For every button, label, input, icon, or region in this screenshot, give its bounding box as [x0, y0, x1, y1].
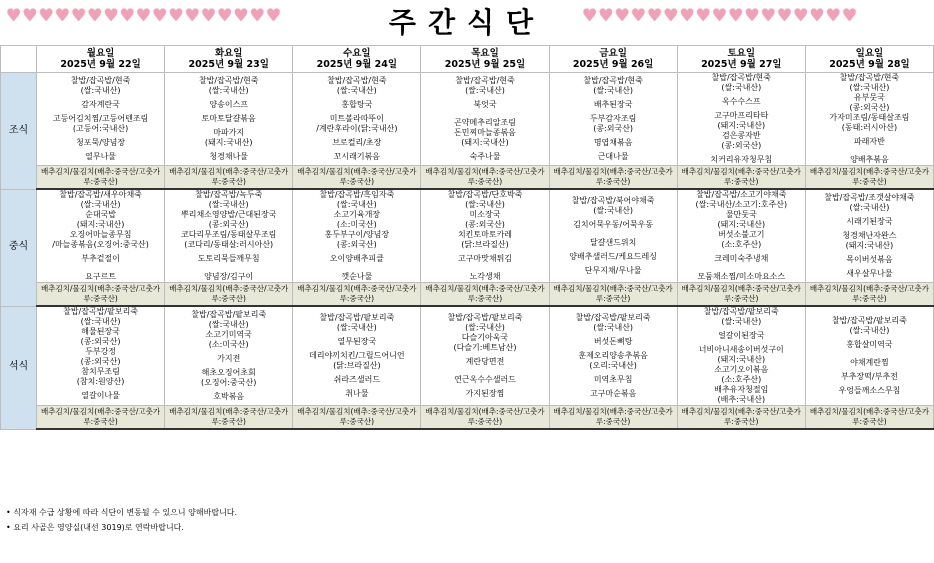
menu-item: (쌀:국내산) [80, 200, 121, 209]
menu-item: 돈민찌마늘종볶음 [454, 128, 516, 137]
kimchi-origin: (배추:중국산/고춧가루:중국산) [83, 284, 161, 303]
menu-item: 미트볼라따뚜이 [329, 114, 384, 123]
menu-item: (쌀:국내산) [336, 323, 377, 332]
menu-item: 청포묵/양념장 [76, 138, 126, 147]
kimchi-cell [293, 283, 421, 307]
menu-item: (콩:외국산) [336, 240, 377, 249]
kimchi-item: 배추김치/물김치 [681, 407, 735, 417]
kimchi-cell [805, 283, 933, 307]
menu-item: 순대국밥 [85, 210, 117, 219]
menu-item: 열갈이나물 [81, 391, 120, 400]
menu-cell [677, 306, 805, 406]
kimchi-row [1, 406, 934, 430]
kimchi-item: 배추김치/물김치 [809, 284, 864, 294]
menu-item: 찰밥/잡곡밥/현죽 [839, 73, 900, 82]
menu-item: 찰밥/잡곡밥/북어야채죽 [571, 196, 655, 205]
menu-item: (쌀:국내산) [849, 326, 890, 335]
menu-item: (쌀:국내산) [465, 86, 505, 95]
menu-item: 곤약메추리알조림 [454, 118, 516, 127]
day-date: 2025년 9월 24일 [316, 59, 398, 70]
menu-item: (돼지:국내산) [717, 355, 766, 364]
menu-item: (소:호주산) [721, 240, 762, 249]
kimchi-origin: (배추:중국산/고춧가루:중국산) [339, 167, 417, 186]
menu-item: 참치무조림 [81, 367, 120, 376]
kimchi-origin: (배추:중국산/고춧가루:중국산) [211, 284, 289, 303]
menu-cell [37, 189, 165, 283]
menu-item: 데리야끼치킨/그릴드어니언 [309, 351, 405, 360]
kimchi-origin: (배추:중국산/고춧가루:중국산) [339, 284, 417, 303]
menu-item: 노각생채 [469, 272, 501, 281]
menu-cell [421, 189, 549, 283]
menu-item: 해초오징어초회 [201, 368, 256, 377]
menu-item: (콩:외국산) [80, 357, 121, 366]
menu-item: 달걀샌드위치 [589, 238, 637, 247]
menu-item: (소:미국산) [208, 340, 249, 349]
kimchi-item: 배추김치/물김치 [40, 167, 95, 177]
menu-item: 계란당면전 [465, 357, 505, 366]
meal-label: 조식 [1, 73, 37, 190]
menu-item: 찰밥/잡곡밥/팥보리죽 [319, 313, 395, 322]
menu-item: 열무나물 [85, 152, 117, 161]
menu-item: 야채계란찜 [850, 358, 889, 367]
menu-item: 목이버섯볶음 [846, 255, 893, 264]
menu-item: 깻순나물 [341, 272, 373, 281]
kimchi-row [1, 283, 934, 307]
menu-item: (돼지:국내산) [461, 138, 509, 147]
menu-cell [165, 73, 293, 166]
menu-cell [293, 73, 421, 166]
menu-item: 양배추볶음 [850, 155, 889, 164]
menu-item: 우엉들깨소스무침 [838, 386, 901, 395]
menu-item: 뿌리채소영양밥/근대된장국 [180, 210, 277, 219]
kimchi-origin: (배추:중국산/고춧가루:중국산) [211, 167, 289, 186]
day-name: 월요일 [86, 47, 115, 59]
hearts-decoration-right: ♥♥♥♥♥♥♥♥♥♥♥♥♥♥♥♥♥ [582, 6, 859, 26]
menu-item: 찰밥/잡곡밥/단호박죽 [447, 190, 523, 199]
menu-item: 홍두부구이/양념장 [324, 230, 390, 239]
menu-item: 찰밥/잡곡밥/소고기야채죽 [696, 190, 787, 199]
menu-item: 배추유자청절임 [714, 385, 769, 394]
menu-item: (동태:러시아산) [841, 123, 898, 132]
menu-item: 너비아니새송이버섯구이 [698, 345, 784, 354]
kimchi-cell [165, 406, 293, 430]
menu-cell [805, 189, 933, 283]
kimchi-origin: (배추:중국산/고춧가루:중국산) [724, 167, 801, 186]
menu-cell [805, 306, 933, 406]
weekly-menu-table [0, 45, 934, 430]
menu-item: 해물된장국 [81, 327, 120, 336]
menu-cell [677, 73, 805, 166]
menu-item: 찰밥/잡곡밥/팥보리죽 [703, 307, 779, 316]
hearts-decoration-left: ♥♥♥♥♥♥♥♥♥♥♥♥♥♥♥♥♥ [6, 6, 283, 26]
kimchi-item: 배추김치/물김치 [297, 167, 351, 177]
day-date: 2025년 9월 22일 [60, 59, 141, 70]
menu-cell [421, 306, 549, 406]
menu-item: (쌀:국내산) [208, 320, 249, 329]
note-text: 식자재 수급 상황에 따라 식단이 변동될 수 있으니 양해바랍니다. [13, 508, 238, 517]
kimchi-cell [549, 283, 677, 307]
menu-item: (쌀:국내산/소고기:호주산) [695, 200, 788, 209]
menu-item: 청경채난자완스 [842, 231, 897, 240]
menu-item: (쌀:국내산) [336, 86, 377, 95]
kimchi-cell [293, 166, 421, 190]
menu-item: (돼지:국내산) [76, 220, 125, 229]
menu-item: 찰밥/잡곡밥/현죽 [711, 73, 772, 82]
menu-item: 시래기된장국 [846, 217, 893, 226]
menu-item: 코다리무조림/동태살무조림 [180, 230, 277, 239]
meal-row [1, 306, 934, 406]
menu-item: 열무된장국 [337, 337, 377, 346]
menu-item: 고구마순볶음 [589, 389, 637, 398]
menu-item: 다슬기아욱국 [461, 333, 509, 342]
kimchi-cell [293, 406, 421, 430]
meal-row [1, 73, 934, 166]
kimchi-cell [677, 406, 805, 430]
menu-item: 고등어김치찜/고등어텐조림 [52, 114, 149, 123]
menu-item: 청경채나물 [209, 152, 249, 161]
menu-item: 오이양배추피클 [329, 254, 384, 263]
kimchi-item: 배추김치/물김치 [40, 284, 95, 294]
kimchi-item: 배추김치/물김치 [553, 407, 607, 417]
menu-item: 소고기미역국 [205, 330, 252, 339]
title-bar [0, 0, 934, 44]
menu-item: 가지된장찜 [465, 389, 505, 398]
kimchi-cell [805, 166, 933, 190]
menu-item: 찰밥/잡곡밥/현죽 [198, 76, 259, 85]
kimchi-item: 배추김치/물김치 [681, 284, 735, 294]
kimchi-origin: (배추:중국산/고춧가루:중국산) [467, 407, 545, 426]
menu-item: 가지전 [217, 354, 241, 363]
menu-item: 부추겉절이 [81, 254, 120, 263]
menu-body [1, 73, 934, 430]
meal-label: 중식 [1, 189, 37, 306]
meal-label: 석식 [1, 306, 37, 429]
menu-item: 물만둣국 [725, 210, 757, 219]
menu-item: 얼갈이된장국 [718, 331, 765, 340]
menu-item: (쌀:국내산) [849, 203, 890, 212]
note-text: 요리 사골은 영양실(내선 3019)로 연락바랍니다. [13, 523, 184, 533]
menu-item: 토마토달걀볶음 [201, 114, 256, 123]
menu-item: 명엽채볶음 [593, 138, 633, 147]
day-name: 토요일 [727, 47, 756, 59]
menu-item: (코다리/동태살:러시아산) [184, 240, 274, 249]
kimchi-cell [37, 166, 165, 190]
menu-cell [549, 306, 677, 406]
kimchi-item: 배추김치/물김치 [297, 407, 351, 417]
menu-item: 숙주나물 [469, 152, 501, 161]
kimchi-cell [677, 283, 805, 307]
day-header [549, 46, 677, 73]
day-date: 2025년 9월 25일 [444, 59, 526, 70]
day-name: 금요일 [599, 47, 627, 59]
menu-cell [37, 306, 165, 406]
menu-item: /마늘종볶음(오징어:중국산) [52, 240, 149, 249]
day-date: 2025년 9월 26일 [572, 59, 654, 70]
menu-item: (쌀:국내산) [208, 86, 249, 95]
menu-item: 찰밥/잡곡밥/흑임자죽 [319, 190, 395, 199]
menu-item: (쌀:국내산) [80, 317, 121, 326]
menu-item: 치킨토마토카레 [457, 230, 513, 239]
menu-item: (쌀:국내산) [593, 86, 634, 95]
menu-item: 양배추샐러드/케요드레싱 [569, 252, 657, 261]
menu-item: 찰밥/잡곡밥/팥보리죽 [831, 316, 907, 325]
menu-item: 근대나물 [597, 152, 629, 161]
kimchi-cell [549, 406, 677, 430]
menu-item: 모둠채소찜/미소마요소스 [697, 272, 786, 281]
menu-item: 단무지채/무나물 [584, 266, 642, 275]
kimchi-item: 배추김치/물김치 [40, 407, 95, 417]
menu-item: 홍합살미역국 [846, 340, 893, 349]
menu-item: 소고기육개장 [333, 210, 381, 219]
menu-item: (쌀:국내산) [849, 83, 890, 92]
menu-item: 버섯소불고기 [718, 230, 765, 239]
menu-cell [549, 73, 677, 166]
menu-cell [677, 189, 805, 283]
menu-item: 두부감자조림 [589, 114, 637, 123]
menu-item: 브로컬리/초장 [332, 138, 382, 147]
menu-item: (돼지:국내산) [204, 138, 253, 147]
menu-item: (콩:외국산) [721, 141, 762, 150]
menu-item: 찰밥/잡곡밥/현죽 [327, 76, 387, 85]
kimchi-item: 배추김치/물김치 [553, 167, 607, 177]
kimchi-cell [165, 166, 293, 190]
menu-item: (소:미국산) [336, 220, 377, 229]
spacer [38, 401, 163, 405]
menu-cell [37, 73, 165, 166]
menu-item: 찰밥/잡곡밥/새우아채죽 [59, 190, 142, 199]
day-date: 2025년 9월 28일 [829, 59, 910, 70]
day-header [677, 46, 805, 73]
menu-item: 찰밥/잡곡밥/조갯살야채죽 [824, 193, 915, 202]
kimchi-cell [37, 283, 165, 307]
kimchi-cell [37, 406, 165, 430]
menu-item: 두부강정 [85, 347, 117, 356]
menu-item: 미소장국 [469, 210, 501, 219]
menu-cell [421, 73, 549, 166]
menu-item: 파래자반 [853, 137, 885, 146]
menu-item: 찰밥/잡곡밥/팥보리죽 [191, 310, 267, 319]
menu-item: 찰밥/잡곡밥/현죽 [455, 76, 515, 85]
kimchi-item: 배추김치/물김치 [169, 407, 223, 417]
menu-item: 취나물 [345, 389, 369, 398]
menu-item: 옥수수스프 [721, 97, 761, 106]
day-header [805, 46, 933, 73]
kimchi-item: 배추김치/물김치 [809, 167, 864, 177]
kimchi-cell [549, 166, 677, 190]
menu-item: 도토리묵들깨무침 [197, 254, 260, 263]
menu-item: 찰밥/잡곡밥/녹두죽 [195, 190, 263, 199]
kimchi-item: 배추김치/물김치 [169, 167, 223, 177]
kimchi-origin: (배추:중국산/고춧가루:중국산) [83, 167, 161, 186]
kimchi-origin: (배추:중국산/고춧가루:중국산) [595, 167, 673, 186]
kimchi-cell [421, 166, 549, 190]
kimchi-origin: (배추:중국산/고춧가루:중국산) [595, 407, 673, 426]
menu-item: 북엇국 [473, 100, 497, 109]
kimchi-cell [677, 166, 805, 190]
menu-item: (콩:외국산) [465, 220, 505, 229]
menu-item: 연근옥수수샐러드 [454, 375, 516, 384]
note-line: • 식자재 수급 상황에 따라 식단이 변동될 수 있으니 양해바랍니다. [6, 508, 238, 517]
menu-item: (다슬기:베트남산) [453, 343, 517, 352]
kimchi-cell [421, 283, 549, 307]
menu-item: 유부뭇국 [853, 93, 885, 102]
menu-item: 배추된장국 [593, 100, 633, 109]
kimchi-origin: (배추:중국산/고춧가루:중국산) [467, 284, 545, 303]
menu-item: (쌀:국내산) [208, 200, 249, 209]
day-header [421, 46, 549, 73]
page-title: 주간식단 [388, 6, 546, 39]
menu-item: 미역초무침 [593, 375, 633, 384]
menu-item: 양송이스프 [209, 100, 249, 109]
kimchi-origin: (배추:중국산/고춧가루:중국산) [595, 284, 673, 303]
menu-item: 부추장떡/부추전 [841, 372, 898, 381]
menu-item: (쌀:국내산) [336, 200, 377, 209]
menu-cell [293, 189, 421, 283]
menu-item: (돼지:국내산) [717, 121, 766, 130]
day-header [293, 46, 421, 73]
day-name: 일요일 [855, 47, 884, 59]
kimchi-origin: (배추:중국산/고춧가루:중국산) [852, 284, 930, 303]
day-name: 화요일 [214, 47, 243, 59]
menu-item: 찰밥/잡곡밥/현죽 [70, 76, 131, 85]
kimchi-origin: (배추:중국산/고춧가루:중국산) [339, 407, 417, 426]
menu-item: (돼지:국내산) [845, 241, 894, 250]
menu-item: 김치어묵우동/어묵우동 [573, 220, 654, 229]
notes [6, 505, 237, 535]
day-name: 목요일 [471, 47, 499, 59]
menu-item: (닭:브라질산) [461, 240, 509, 249]
day-header-row [1, 46, 934, 73]
day-date: 2025년 9월 23일 [188, 59, 269, 70]
menu-item: (오리:국내산) [589, 361, 637, 370]
kimchi-cell [805, 406, 933, 430]
menu-item: (배추:국내산) [717, 395, 766, 404]
menu-cell [549, 189, 677, 283]
kimchi-item: 배추김치/물김치 [169, 284, 223, 294]
menu-item: 가자미조림/동태살조림 [829, 113, 910, 122]
kimchi-item: 배추김치/물김치 [681, 167, 735, 177]
kimchi-item: 배추김치/물김치 [297, 284, 351, 294]
menu-item: /계란후라이(닭:국내산) [316, 124, 398, 133]
menu-item: (콩:외국산) [849, 103, 890, 112]
day-header [165, 46, 293, 73]
menu-cell [165, 189, 293, 283]
menu-item: 감자계란국 [81, 100, 120, 109]
menu-item: (닭:브라질산) [333, 361, 381, 370]
menu-item: 버섯돈뼈탕 [593, 337, 633, 346]
menu-cell [293, 306, 421, 406]
menu-item: (참치:원양산) [76, 377, 125, 386]
kimchi-cell [165, 283, 293, 307]
corner-cell [1, 46, 37, 73]
kimchi-origin: (배추:중국산/고춧가루:중국산) [211, 407, 289, 426]
menu-item: 찰밥/잡곡밥/팥보리죽 [575, 313, 651, 322]
menu-item: 요구르트 [85, 272, 117, 281]
menu-item: 고구마프리타타 [714, 111, 769, 120]
menu-item: (고등어:국내산) [72, 124, 129, 133]
menu-item: (콩:외국산) [208, 220, 249, 229]
menu-item: (돼지:국내산) [717, 220, 766, 229]
menu-item: (쌀:국내산) [465, 200, 505, 209]
menu-item: 찰밥/잡곡밥/팥보리죽 [447, 313, 523, 322]
menu-cell [805, 73, 933, 166]
menu-item: 찰밥/잡곡밥/팥보리죽 [63, 307, 139, 316]
kimchi-item: 배추김치/물김치 [425, 167, 479, 177]
kimchi-item: 배추김치/물김치 [425, 407, 479, 417]
menu-item: (쌀:국내산) [593, 323, 634, 332]
day-header [37, 46, 165, 73]
menu-item: (오징어:중국산) [201, 378, 257, 387]
kimchi-origin: (배추:중국산/고춧가루:중국산) [724, 284, 801, 303]
menu-item: (쌀:국내산) [465, 323, 505, 332]
menu-item: (콩:외국산) [80, 337, 121, 346]
day-name: 수요일 [343, 47, 371, 59]
kimchi-origin: (배추:중국산/고춧가루:중국산) [724, 407, 801, 426]
menu-item: 검은콩자반 [721, 131, 761, 140]
menu-item: 오징어마늘종무침 [69, 230, 132, 239]
menu-item: 쉬라즈샐러드 [333, 375, 381, 384]
menu-item: (쌀:국내산) [721, 83, 762, 92]
menu-item: (쌀:국내산) [593, 206, 634, 215]
meal-row [1, 189, 934, 283]
menu-item: 찰밥/잡곡밥/현죽 [583, 76, 643, 85]
menu-item: 호박볶음 [213, 392, 245, 401]
menu-item: 마파가지 [213, 128, 245, 137]
day-date: 2025년 9월 27일 [701, 59, 782, 70]
menu-item: 꼬시래기볶음 [333, 152, 381, 161]
kimchi-item: 배추김치/물김치 [553, 284, 607, 294]
menu-item: 치커리유자청무침 [710, 155, 773, 164]
menu-item: 양념장/김구이 [204, 272, 254, 281]
menu-item: (소:호주산) [721, 375, 762, 384]
kimchi-cell [421, 406, 549, 430]
menu-item: (콩:외국산) [593, 124, 634, 133]
menu-item: (쌀:국내산) [80, 86, 121, 95]
kimchi-origin: (배추:중국산/고춧가루:중국산) [852, 167, 930, 186]
menu-cell [165, 306, 293, 406]
note-line: • 요리 사골은 영양실(내선 3019)로 연락바랍니다. [6, 523, 184, 533]
kimchi-origin: (배추:중국산/고춧가루:중국산) [852, 407, 930, 426]
menu-item: 고구마맛채튀김 [457, 254, 513, 263]
menu-item: (쌀:국내산) [721, 317, 762, 326]
menu-item: 홍합탕국 [341, 100, 373, 109]
menu-item: 소고기오이볶음 [714, 365, 769, 374]
kimchi-origin: (배추:중국산/고춧가루:중국산) [83, 407, 161, 426]
kimchi-row [1, 166, 934, 190]
menu-item: 크레미숙주냉채 [714, 254, 769, 263]
menu-item: 훈제오리양송추볶음 [578, 351, 648, 360]
kimchi-item: 배추김치/물김치 [425, 284, 479, 294]
menu-item: 새우살무나물 [846, 269, 893, 278]
kimchi-item: 배추김치/물김치 [809, 407, 864, 417]
kimchi-origin: (배추:중국산/고춧가루:중국산) [467, 167, 545, 186]
